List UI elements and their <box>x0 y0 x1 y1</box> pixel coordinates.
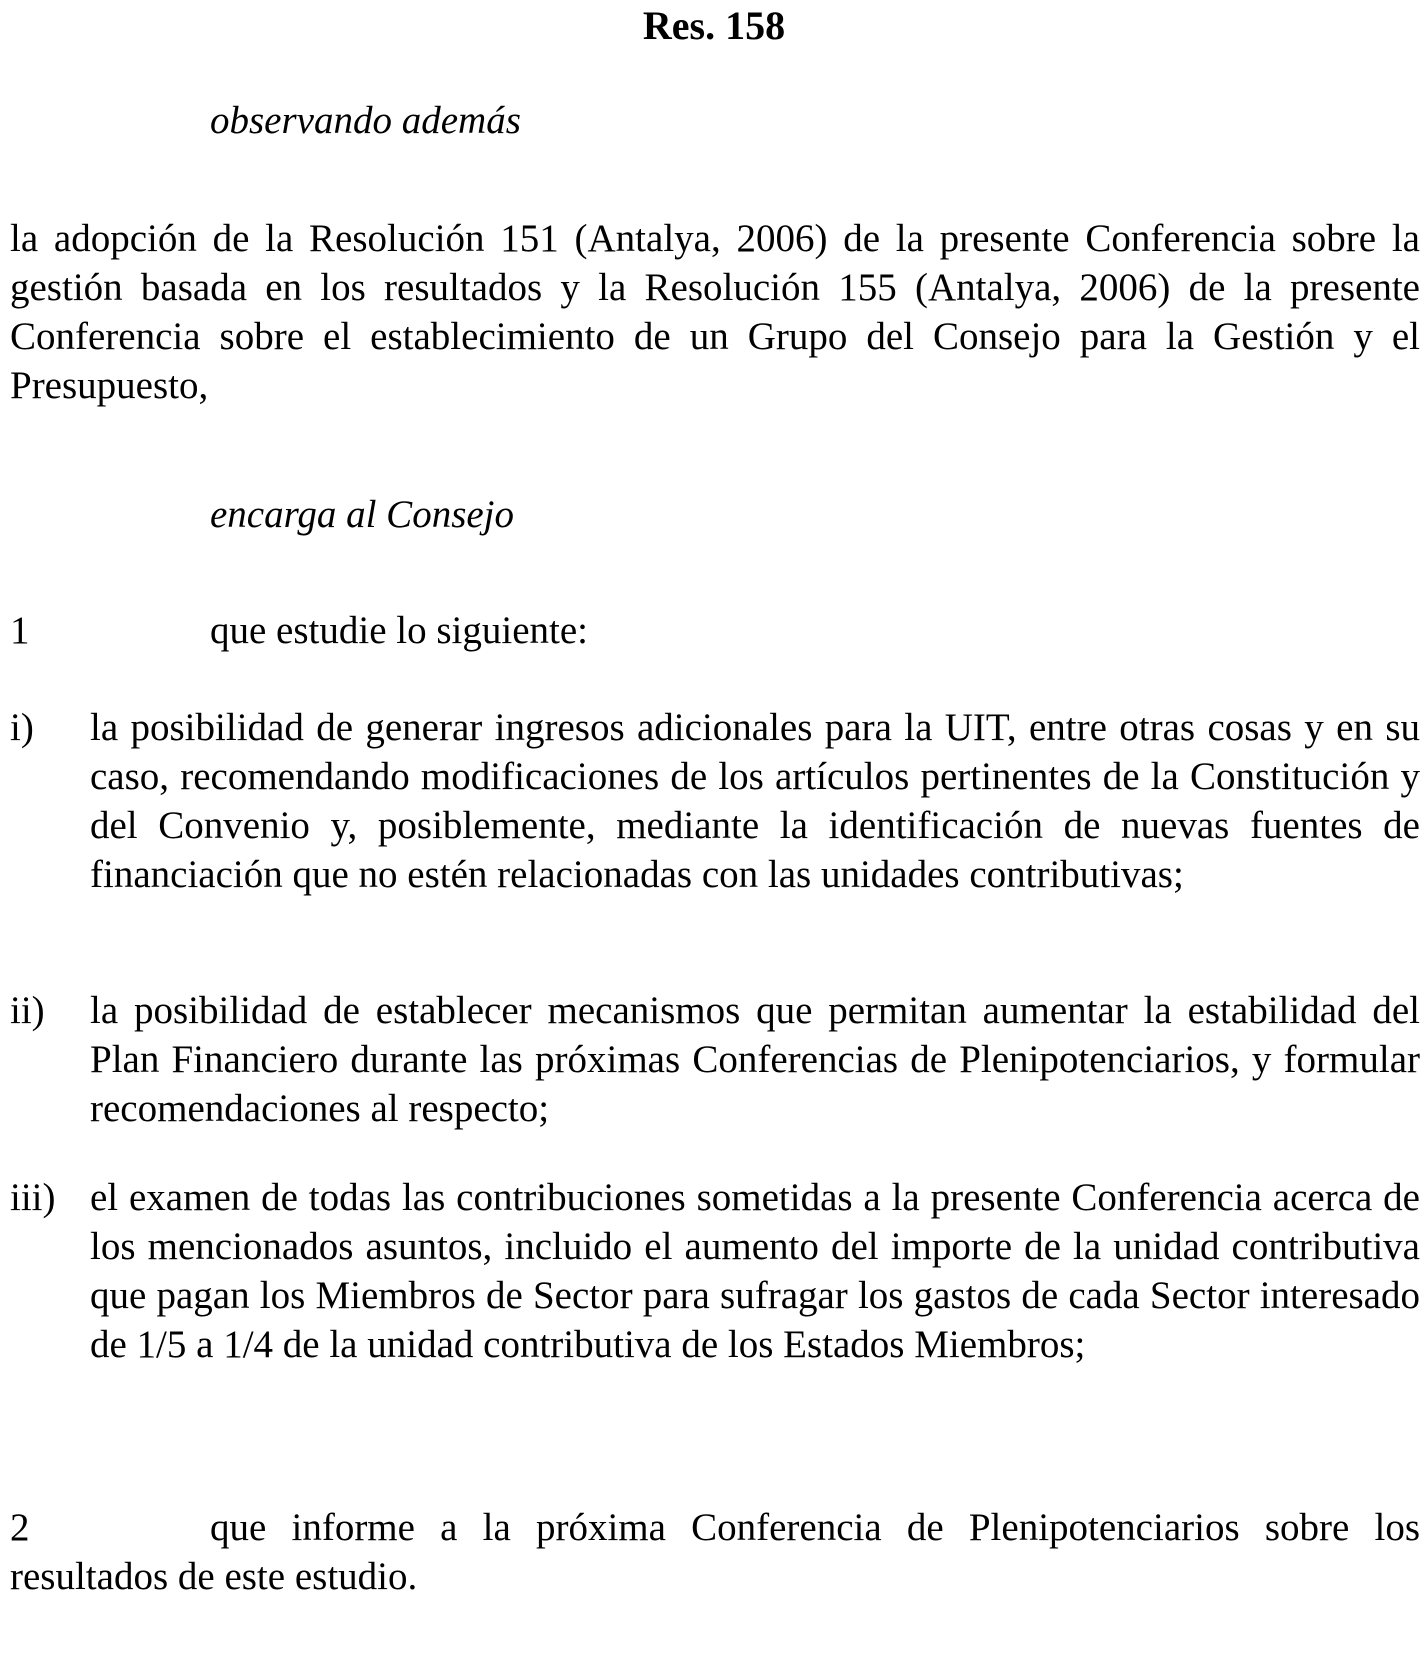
point-1 <box>10 606 1420 655</box>
point-2 <box>10 1503 1420 1601</box>
point-2-text: que informe a la próxima Conferencia de Plenipotenciarios sobre los resultados de este estudio. <box>10 1506 1420 1598</box>
list-item-text: el examen de todas las contribuciones sometidas a la presente Conferencia acerca de los mencionados asuntos, incluido el aumento del importe de la unidad contributiva que pagan los Miembros de Sector para sufragar los gastos de cada Sector interesado de 1/5 a 1/4 de la unidad contributiva de los Estados Miembros; <box>90 1176 1420 1366</box>
list-item-ii <box>10 986 1420 1133</box>
list-item-text: la posibilidad de establecer mecanismos que permitan aumentar la estabilidad del Plan Financiero durante las próximas Conferencias de Plenipotenciarios, y formular recomendaciones al respecto; <box>90 989 1420 1130</box>
list-item-label: i) <box>10 706 34 749</box>
list-item-label: ii) <box>10 989 45 1032</box>
list-item-i <box>10 703 1420 899</box>
point-1-number: 1 <box>10 609 30 652</box>
point-2-number: 2 <box>10 1506 30 1549</box>
list-item-label: iii) <box>10 1176 56 1219</box>
point-1-text: que estudie lo siguiente: <box>210 609 589 652</box>
list-item-text: la posibilidad de generar ingresos adicionales para la UIT, entre otras cosas y en su caso, recomendando modificaciones de los artículos pertinentes de la Constitución y del Convenio y, posiblemente, mediante la identificación de nuevas fuentes de financiación que no estén relacionadas con las unidades contributivas; <box>90 706 1420 896</box>
instructs-call: encarga al Consejo <box>210 493 515 536</box>
noting-paragraph: la adopción de la Resolución 151 (Antalya, 2006) de la presente Conferencia sobre la gestión basada en los resultados y la Resolución 155 (Antalya, 2006) de la presente Conferencia sobre el establecimiento de un Grupo del Consejo para la Gestión y el Presupuesto, <box>10 217 1420 407</box>
noting-call: observando además <box>210 99 521 142</box>
list-item-iii <box>10 1173 1420 1369</box>
page-header: Res. 158 <box>642 3 786 48</box>
